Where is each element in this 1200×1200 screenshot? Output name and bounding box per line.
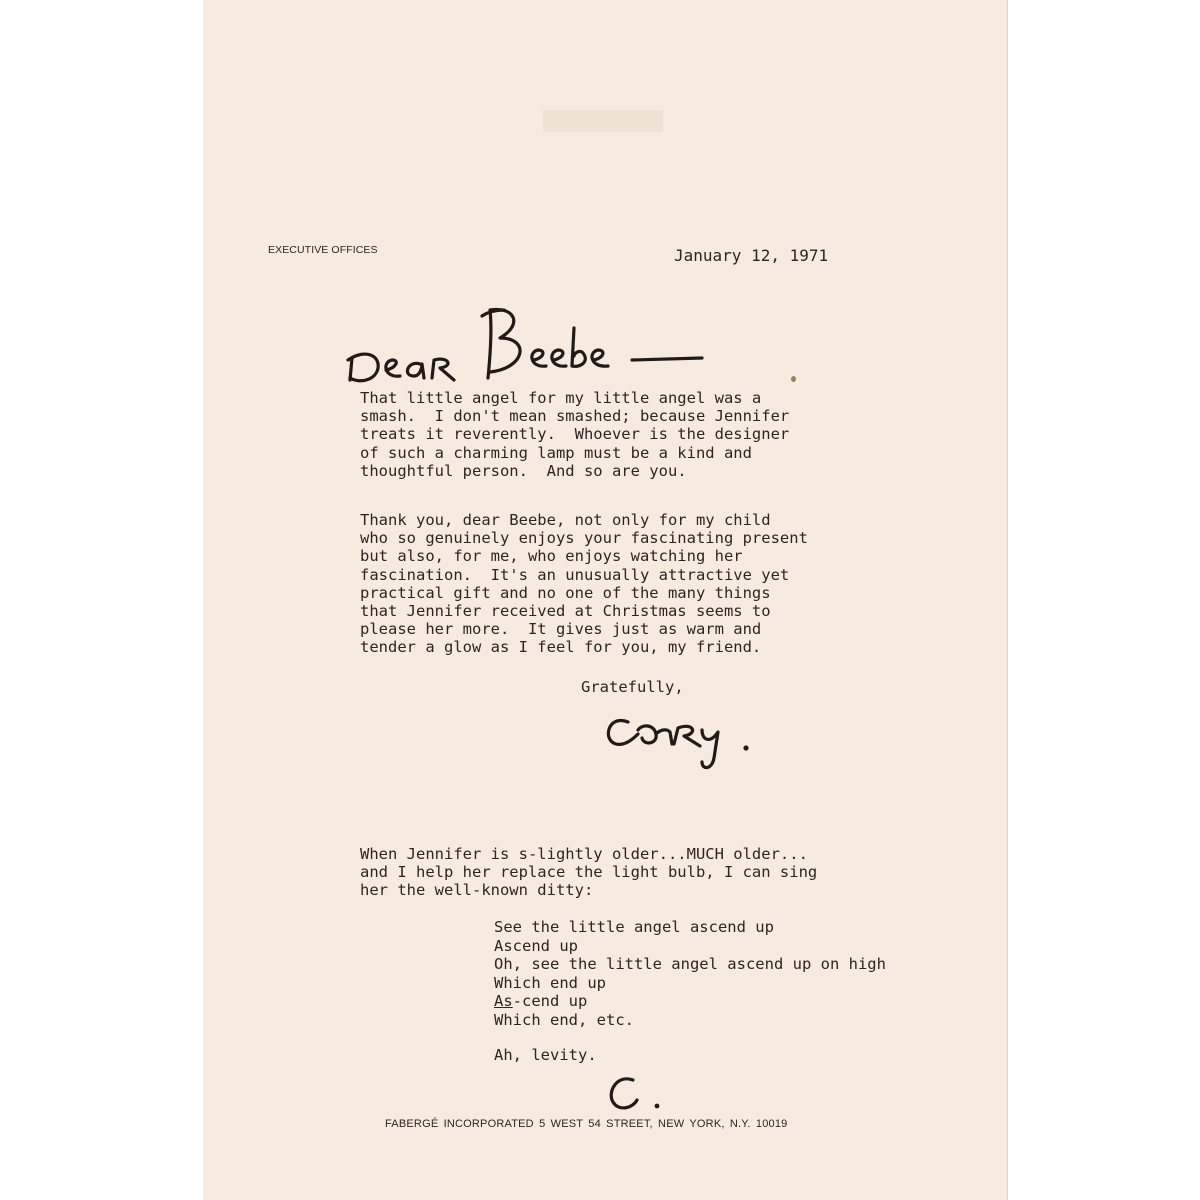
ditty: [494, 918, 886, 1030]
ditty-line-5: [494, 992, 886, 1011]
letterhead-department: EXECUTIVE OFFICES: [268, 244, 378, 256]
handwritten-salutation: [338, 298, 718, 398]
handwritten-initial: [603, 1068, 673, 1118]
paper-fleck: [791, 376, 796, 382]
ditty-line-4: Which end up: [494, 973, 606, 992]
ditty-underlined-as: As: [494, 992, 513, 1011]
body-paragraph-2: Thank you, dear Beebe, not only for my child who so genuinely enjoys your fascinating present but also, for me, who enjoys watching her fascination. It's an unusually attractive yet practical gift and no one of the many things that Jennifer received at Christmas seems to please her more. It gives just as warm and tender a glow as I feel for you, my friend.: [360, 511, 808, 657]
ditty-line-2: Ascend up: [494, 936, 578, 955]
ditty-line-1: See the little angel ascend up: [494, 918, 774, 936]
letter-date: January 12, 1971: [674, 246, 829, 265]
ditty-line-6: Which end, etc.: [494, 1010, 634, 1029]
ditty-line-3: Oh, see the little angel ascend up on high: [494, 955, 886, 974]
letter-page: [203, 0, 1008, 1200]
postscript: When Jennifer is s-lightly older...MUCH older... and I help her replace the light bulb, I can sing her the well-known ditty:: [360, 845, 818, 900]
letter-closing: Gratefully,: [581, 678, 684, 696]
body-paragraph-1: That little angel for my little angel was a smash. I don't mean smashed; because Jennifer treats it reverently. Whoever is the designer of such a charming lamp must be a kind and thoughtful person. And so are you.: [360, 389, 790, 480]
ditty-ascend-rest: -cend up: [512, 992, 588, 1011]
handwritten-signature: [598, 700, 778, 780]
aside-remark: Ah, levity.: [494, 1046, 597, 1064]
letterhead-footer-address: FABERGÉ INCORPORATED 5 WEST 54 STREET, NEW YORK, N.Y. 10019: [385, 1118, 788, 1130]
letterhead-watermark: [543, 110, 663, 132]
